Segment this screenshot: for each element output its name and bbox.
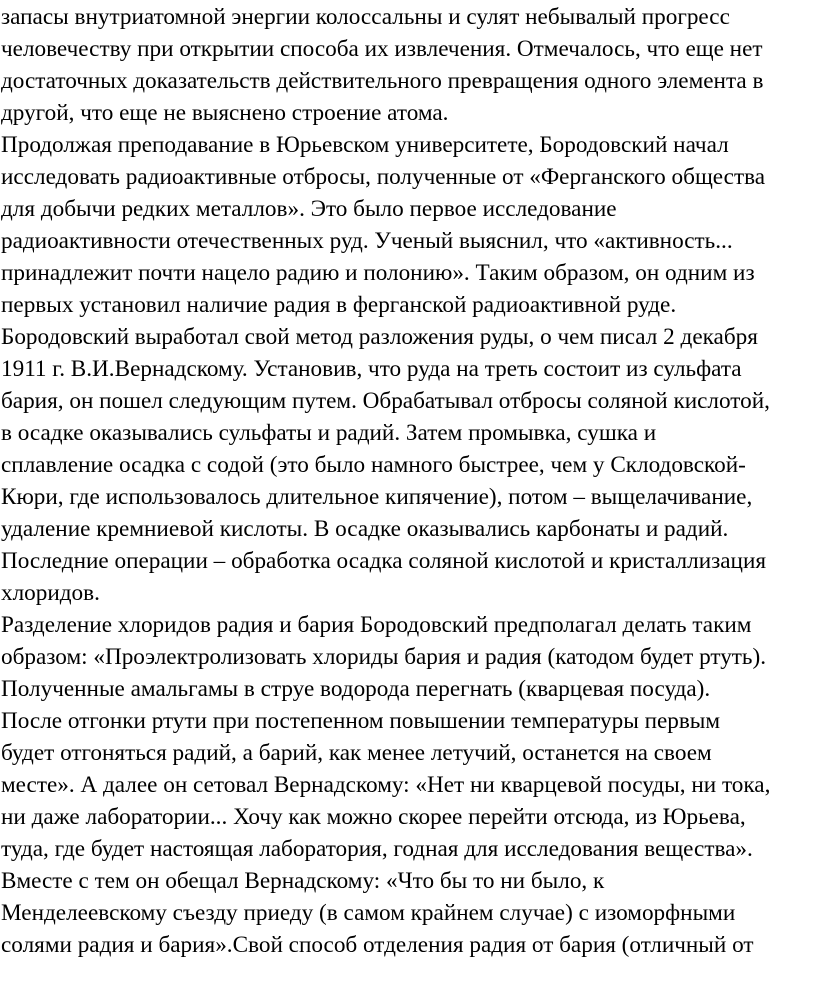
text-line: для добычи редких металлов». Это было первое исследование — [1, 196, 617, 222]
text-line: принадлежит почти нацело радию и полонию». Таким образом, он одним из — [1, 260, 755, 286]
text-line: в осадке оказывались сульфаты и радий. Затем промывка, сушка и — [1, 420, 657, 446]
text-line: исследовать радиоактивные отбросы, полученные от «Ферганского общества — [1, 164, 766, 190]
text-line: бария, он пошел следующим путем. Обрабатывал отбросы соляной кислотой, — [1, 388, 770, 414]
text-line: радиоактивности отечественных руд. Ученый выяснил, что «активность... — [1, 228, 733, 254]
text-line: Вместе с тем он обещал Вернадскому: «Что бы то ни было, к — [1, 868, 605, 894]
text-line: первых установил наличие радия в ферганской радиоактивной руде. — [1, 292, 677, 318]
text-line: Менделеевскому съезду приеду (в самом крайнем случае) с изоморфными — [1, 900, 736, 926]
text-line: достаточных доказательств действительного превращения одного элемента в — [1, 68, 764, 94]
text-line: солями радия и бария».Свой способ отделения радия от бария (отличный от — [1, 932, 754, 958]
text-line: После отгонки ртути при постепенном повышении температуры первым — [1, 708, 721, 734]
text-line: запасы внутриатомной энергии колоссальны и сулят небывалый прогресс — [1, 4, 730, 30]
text-line: удаление кремниевой кислоты. В осадке оказывались карбонаты и радий. — [1, 516, 729, 542]
text-line: человечеству при открытии способа их извлечения. Отмечалось, что еще нет — [1, 36, 763, 62]
text-line: туда, где будет настоящая лаборатория, годная для исследования вещества». — [1, 836, 753, 862]
text-line: образом: «Проэлектролизовать хлориды бария и радия (катодом будет ртуть). — [1, 644, 767, 670]
text-line: хлоридов. — [1, 580, 100, 606]
text-line: Бородовский выработал свой метод разложения руды, о чем писал 2 декабря — [1, 324, 758, 350]
text-line: 1911 г. В.И.Вернадскому. Установив, что руда на треть состоит из сульфата — [1, 356, 742, 382]
text-line: Полученные амальгамы в струе водорода перегнать (кварцевая посуда). — [1, 676, 711, 702]
text-line: другой, что еще не выяснено строение атома. — [1, 100, 449, 126]
text-line: Продолжая преподавание в Юрьевском университете, Бородовский начал — [1, 132, 729, 158]
text-line: месте». А далее он сетовал Вернадскому: «Нет ни кварцевой посуды, ни тока, — [1, 772, 771, 798]
text-line: Разделение хлоридов радия и бария Бородовский предполагал делать таким — [1, 612, 752, 638]
text-line: будет отгоняться радий, а барий, как менее летучий, останется на своем — [1, 740, 712, 766]
text-line: Кюри, где использовалось длительное кипячение), потом – выщелачивание, — [1, 484, 753, 510]
text-line: сплавление осадка с содой (это было намного быстрее, чем у Склодовской- — [1, 452, 746, 478]
text-line: Последние операции – обработка осадка соляной кислотой и кристаллизация — [1, 548, 767, 574]
text-line: ни даже лаборатории... Хочу как можно скорее перейти отсюда, из Юрьева, — [1, 804, 746, 830]
